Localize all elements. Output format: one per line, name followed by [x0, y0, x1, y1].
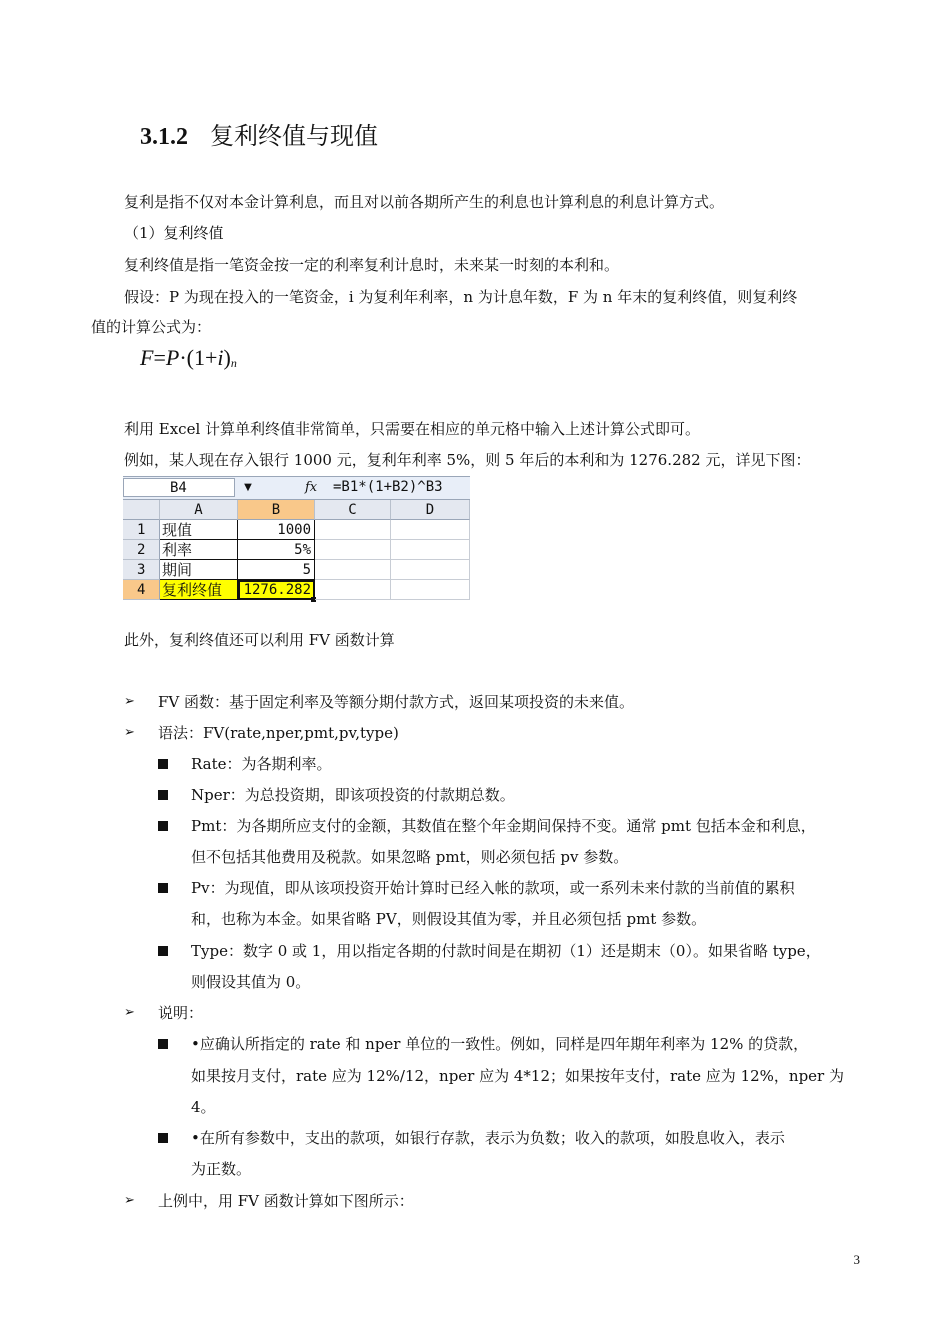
cell-d1[interactable]: [391, 520, 470, 540]
square-bullet-icon: [158, 883, 168, 893]
column-header-a[interactable]: A: [160, 500, 238, 520]
fx-icon[interactable]: fx: [305, 480, 318, 495]
cell-d3[interactable]: [391, 560, 470, 580]
cell-c3[interactable]: [315, 560, 391, 580]
param-pv-line-1: Pv：为现值，即从该项投资开始计算时已经入帐的款项，或一系列未来付款的当前值的累积: [191, 879, 795, 897]
assumption-line-2: 值的计算公式为：: [91, 318, 212, 336]
row-header-3[interactable]: 3: [123, 560, 160, 580]
fv-example-intro: 上例中，用 FV 函数计算如下图所示：: [158, 1192, 414, 1210]
param-type-line-1: Type：数字 0 或 1，用以指定各期的付款时间是在期初（1）还是期末（0）。如果省略 type，: [191, 942, 821, 960]
arrow-bullet-icon: ➢: [124, 1005, 135, 1020]
cell-b3[interactable]: 5: [238, 560, 315, 580]
formula-i: i: [217, 345, 224, 370]
param-nper: Nper：为总投资期，即该项投资的付款期总数。: [191, 786, 515, 804]
formula-dot: ·: [179, 345, 187, 370]
intro-paragraph: 复利是指不仅对本金计算利息，而且对以前各期所产生的利息也计算利息的利息计算方式。: [124, 193, 725, 211]
cell-d4[interactable]: [391, 580, 470, 600]
param-rate: Rate：为各期利率。: [191, 755, 332, 773]
section-number: 3.1.2: [140, 124, 188, 150]
cell-c4[interactable]: [315, 580, 391, 600]
cell-a3[interactable]: 期间: [160, 560, 238, 580]
cell-c1[interactable]: [315, 520, 391, 540]
column-header-c[interactable]: C: [315, 500, 391, 520]
subheading-compound-future: （1）复利终值: [124, 224, 224, 242]
column-header-b[interactable]: B: [238, 500, 315, 520]
cell-b4-selected[interactable]: 1276.282: [238, 580, 315, 600]
spreadsheet-screenshot: [123, 476, 470, 605]
param-pv-line-2: 和，也称为本金。如果省略 PV，则假设其值为零，并且必须包括 pmt 参数。: [191, 910, 707, 928]
column-header-d[interactable]: D: [391, 500, 470, 520]
formula-eq: =: [153, 345, 166, 370]
cell-a1[interactable]: 现值: [160, 520, 238, 540]
section-title: 复利终值与现值: [210, 122, 378, 150]
assumption-line-1: 假设：P 为现在投入的一笔资金，i 为复利年利率，n 为计息年数，F 为 n 年末的复利终值，则复利终: [124, 288, 798, 306]
note-2-line-1: •在所有参数中，支出的款项，如银行存款，表示为负数；收入的款项，如股息收入，表示: [191, 1129, 785, 1147]
row-header-4[interactable]: 4: [123, 580, 160, 600]
square-bullet-icon: [158, 790, 168, 800]
fv-intro-paragraph: 此外，复利终值还可以利用 FV 函数计算: [124, 631, 395, 649]
formula-p: P: [165, 345, 180, 370]
param-pmt-line-2: 但不包括其他费用及税款。如果忽略 pmt，则必须包括 pv 参数。: [191, 848, 629, 866]
arrow-bullet-icon: ➢: [124, 1193, 135, 1208]
formula-input[interactable]: =B1*(1+B2)^B3: [333, 479, 443, 495]
example-paragraph: 例如，某人现在存入银行 1000 元，复利年利率 5%，则 5 年后的本利和为 1276.282 元，详见下图：: [124, 451, 811, 469]
page-number: 3: [853, 1252, 860, 1267]
note-1-line-1: •应确认所指定的 rate 和 nper 单位的一致性。例如，同样是四年期年利率为 12% 的贷款，: [191, 1035, 809, 1053]
compound-interest-formula: [140, 345, 237, 371]
name-box-dropdown-icon[interactable]: ▼: [244, 482, 252, 493]
row-header-1[interactable]: 1: [123, 520, 160, 540]
note-1-line-2: 如果按月支付，rate 应为 12%/12，nper 应为 4*12；如果按年支付，rate 应为 12%，nper 为: [191, 1067, 844, 1085]
fv-syntax: 语法：FV(rate,nper,pmt,pv,type): [158, 724, 399, 742]
square-bullet-icon: [158, 946, 168, 956]
formula-exponent: n: [230, 356, 237, 370]
cell-b2[interactable]: 5%: [238, 540, 315, 560]
section-heading: [140, 116, 378, 151]
cell-d2[interactable]: [391, 540, 470, 560]
row-header-2[interactable]: 2: [123, 540, 160, 560]
cell-c2[interactable]: [315, 540, 391, 560]
square-bullet-icon: [158, 821, 168, 831]
param-pmt-line-1: Pmt：为各期所应支付的金额，其数值在整个年金期间保持不变。通常 pmt 包括本金和利息，: [191, 817, 816, 835]
cell-b1[interactable]: 1000: [238, 520, 315, 540]
corner-select-all[interactable]: [123, 500, 160, 520]
arrow-bullet-icon: ➢: [124, 694, 135, 709]
formula-bar: [123, 477, 470, 500]
square-bullet-icon: [158, 1133, 168, 1143]
param-type-line-2: 则假设其值为 0。: [191, 973, 311, 991]
name-box[interactable]: B4: [123, 478, 235, 497]
square-bullet-icon: [158, 1039, 168, 1049]
fv-definition: FV 函数：基于固定利率及等额分期付款方式，返回某项投资的未来值。: [158, 693, 635, 711]
arrow-bullet-icon: ➢: [124, 725, 135, 740]
formula-open: (1+: [186, 345, 218, 370]
formula-lhs: F: [140, 345, 154, 370]
formula-close: ): [223, 345, 231, 370]
note-1-line-3: 4。: [191, 1098, 216, 1116]
cell-a4[interactable]: 复利终值: [160, 580, 238, 600]
note-2-line-2: 为正数。: [191, 1160, 252, 1178]
square-bullet-icon: [158, 759, 168, 769]
excel-note: 利用 Excel 计算单利终值非常简单，只需要在相应的单元格中输入上述计算公式即可。: [124, 420, 701, 438]
definition-paragraph: 复利终值是指一笔资金按一定的利率复利计息时，未来某一时刻的本利和。: [124, 256, 620, 274]
notes-heading: 说明：: [158, 1004, 204, 1022]
cell-a2[interactable]: 利率: [160, 540, 238, 560]
